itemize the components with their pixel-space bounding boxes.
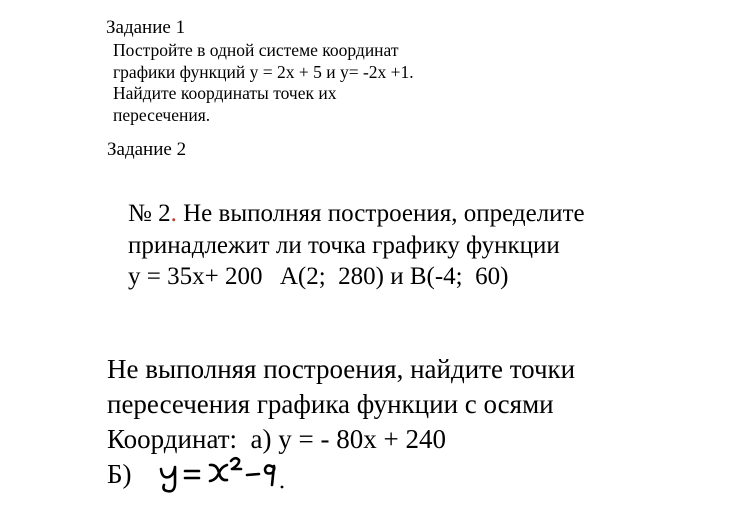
task3-line: Координат: а) y = - 80x + 240 — [107, 424, 446, 454]
task2-line: принадлежит ли точка графику функции — [128, 231, 560, 259]
task2-line-text: Не выполняя построения, определите — [176, 200, 585, 227]
task3-line: Не выполняя построения, найдите точки — [107, 354, 576, 384]
task2-label: Задание 2 — [107, 139, 187, 160]
task1-line: графики функций y = 2x + 5 и y= -2x +1. — [113, 61, 414, 82]
task3-line: пересечения графика функции с осями — [107, 389, 554, 419]
task3-line: Б) — [107, 459, 132, 489]
handwritten-formula — [155, 455, 305, 495]
task2-number-dot: . — [170, 200, 177, 227]
task2-line — [128, 198, 585, 230]
task1-label: Задание 1 — [106, 17, 186, 38]
task1-line: пересечения. — [113, 104, 211, 125]
task2-line: y = 35x+ 200 A(2; 280) и B(-4; 60) — [128, 263, 509, 290]
task2-text — [128, 198, 585, 293]
task2-number: № 2 — [128, 200, 171, 227]
task1-line: Постройте в одной системе координат — [113, 40, 399, 60]
task1-text — [113, 40, 414, 126]
task1-line: Найдите координаты точек их — [113, 83, 337, 103]
